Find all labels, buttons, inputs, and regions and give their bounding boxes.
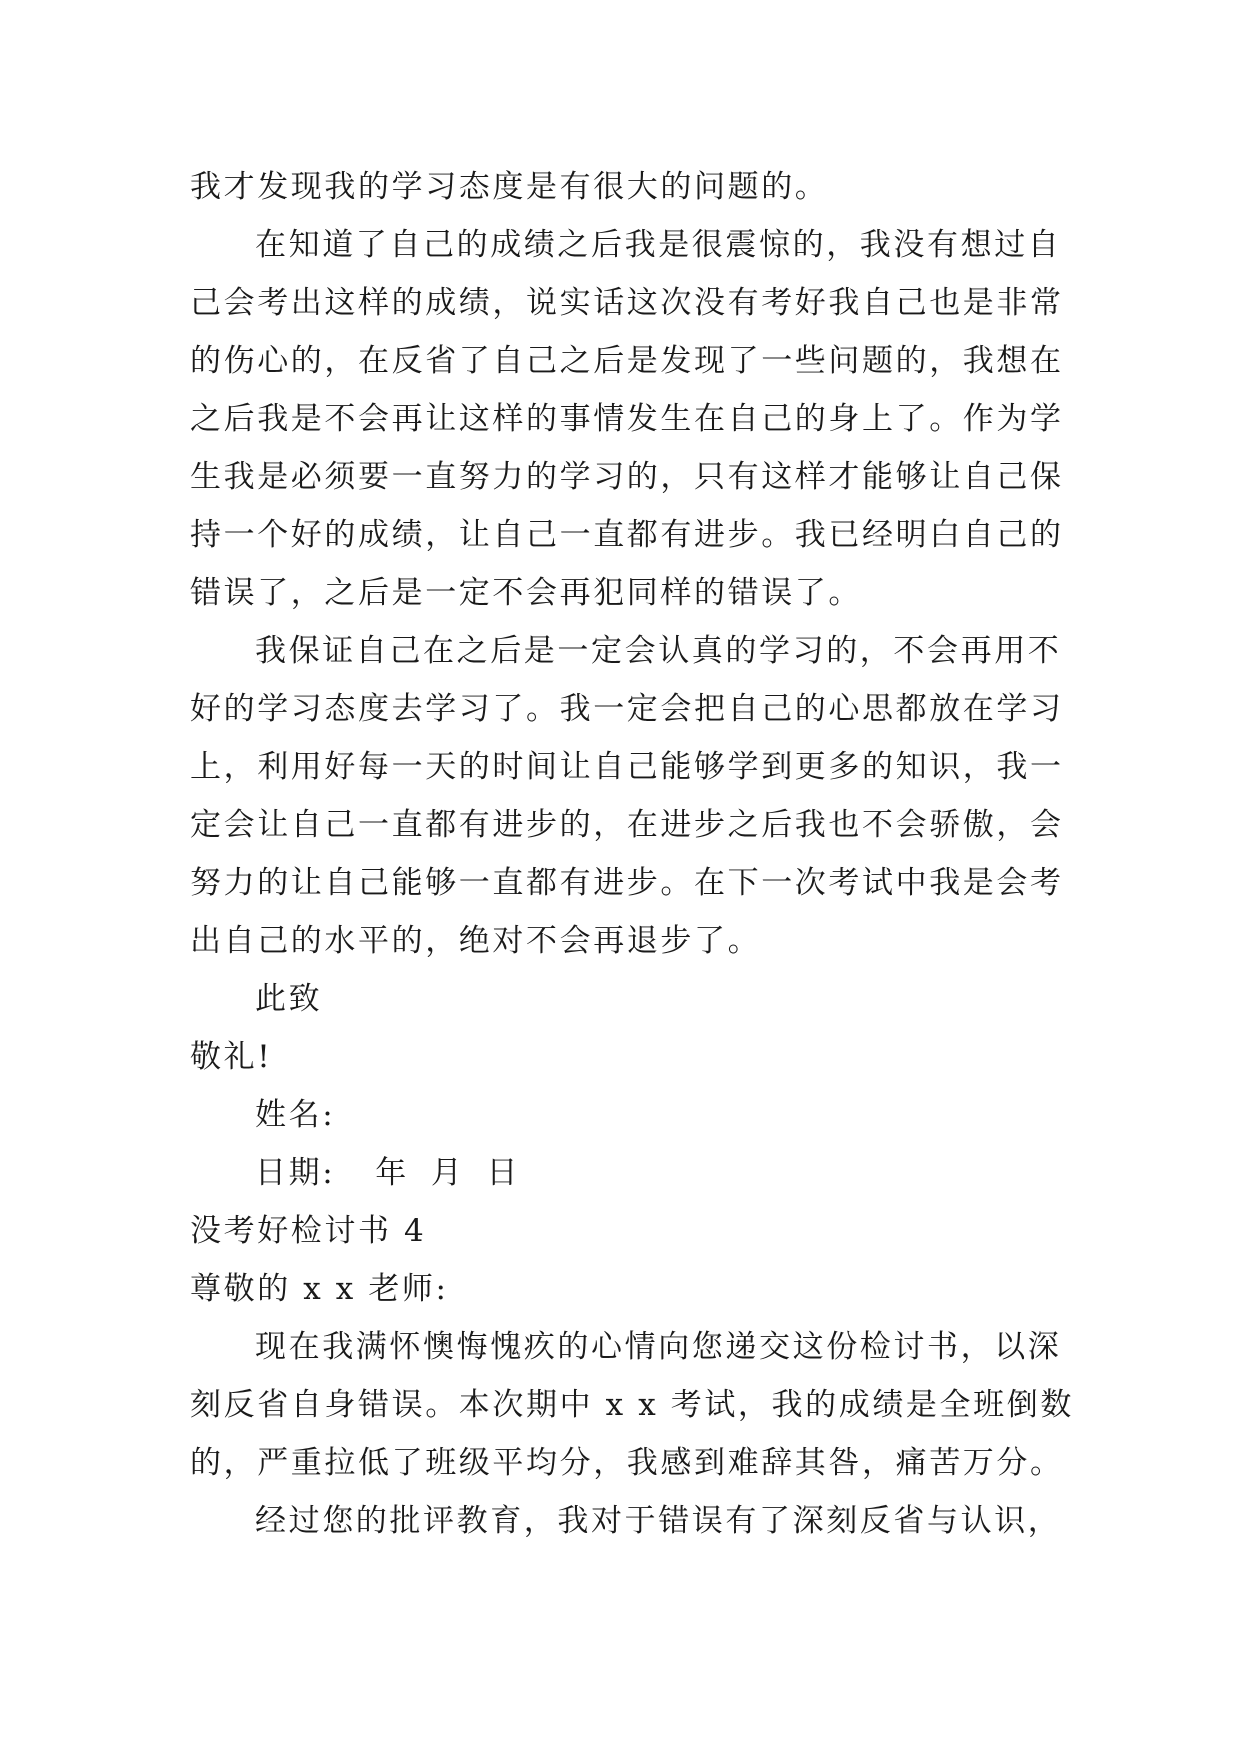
paragraph-line: 生我是必须要一直努力的学习的，只有这样才能够让自己保 [190,459,1064,495]
paragraph-line: 刻反省自身错误。本次期中 x x 考试，我的成绩是全班倒数 [190,1387,1074,1423]
paragraph-line: 的，严重拉低了班级平均分，我感到难辞其咎，痛苦万分。 [190,1445,1064,1481]
paragraph-line: 现在我满怀懊悔愧疚的心情向您递交这份检讨书，以深 [255,1329,1062,1365]
paragraph-line: 努力的让自己能够一直都有进步。在下一次考试中我是会考 [190,865,1064,901]
date-month: 月 [430,1155,465,1191]
paragraph-line: 持一个好的成绩，让自己一直都有进步。我已经明白自己的 [190,517,1064,553]
document-body [190,158,1074,1550]
paragraph-line: 错误了，之后是一定不会再犯同样的错误了。 [190,575,862,611]
paragraph-line: 己会考出这样的成绩，说实话这次没有考好我自己也是非常 [190,285,1064,321]
closing-jingli: 敬礼! [190,1039,273,1075]
paragraph-line: 经过您的批评教育，我对于错误有了深刻反省与认识， [255,1503,1062,1539]
paragraph-line: 之后我是不会再让这样的事情发生在自己的身上了。作为学 [190,401,1064,437]
salutation: 尊敬的 x x 老师: [190,1271,449,1307]
paragraph-line: 好的学习态度去学习了。我一定会把自己的心思都放在学习 [190,691,1064,727]
closing-cizhi: 此致 [255,981,323,1017]
paragraph-line: 我才发现我的学习态度是有很大的问题的。 [190,169,829,205]
section-title: 没考好检讨书 4 [190,1213,427,1249]
name-label: 姓名: [255,1097,336,1133]
date-label: 日期: [255,1155,336,1191]
paragraph-line: 的伤心的，在反省了自己之后是发现了一些问题的，我想在 [190,343,1064,379]
date-line [190,1144,1060,1202]
paragraph-line: 在知道了自己的成绩之后我是很震惊的，我没有想过自 [255,227,1062,263]
date-year: 年 [375,1155,409,1191]
paragraph-line: 我保证自己在之后是一定会认真的学习的，不会再用不 [255,633,1062,669]
paragraph-line: 出自己的水平的，绝对不会再退步了。 [190,923,762,959]
date-day: 日 [486,1155,521,1191]
paragraph-line: 定会让自己一直都有进步的，在进步之后我也不会骄傲，会 [190,807,1064,843]
paragraph-line: 上，利用好每一天的时间让自己能够学到更多的知识，我一 [190,749,1064,785]
